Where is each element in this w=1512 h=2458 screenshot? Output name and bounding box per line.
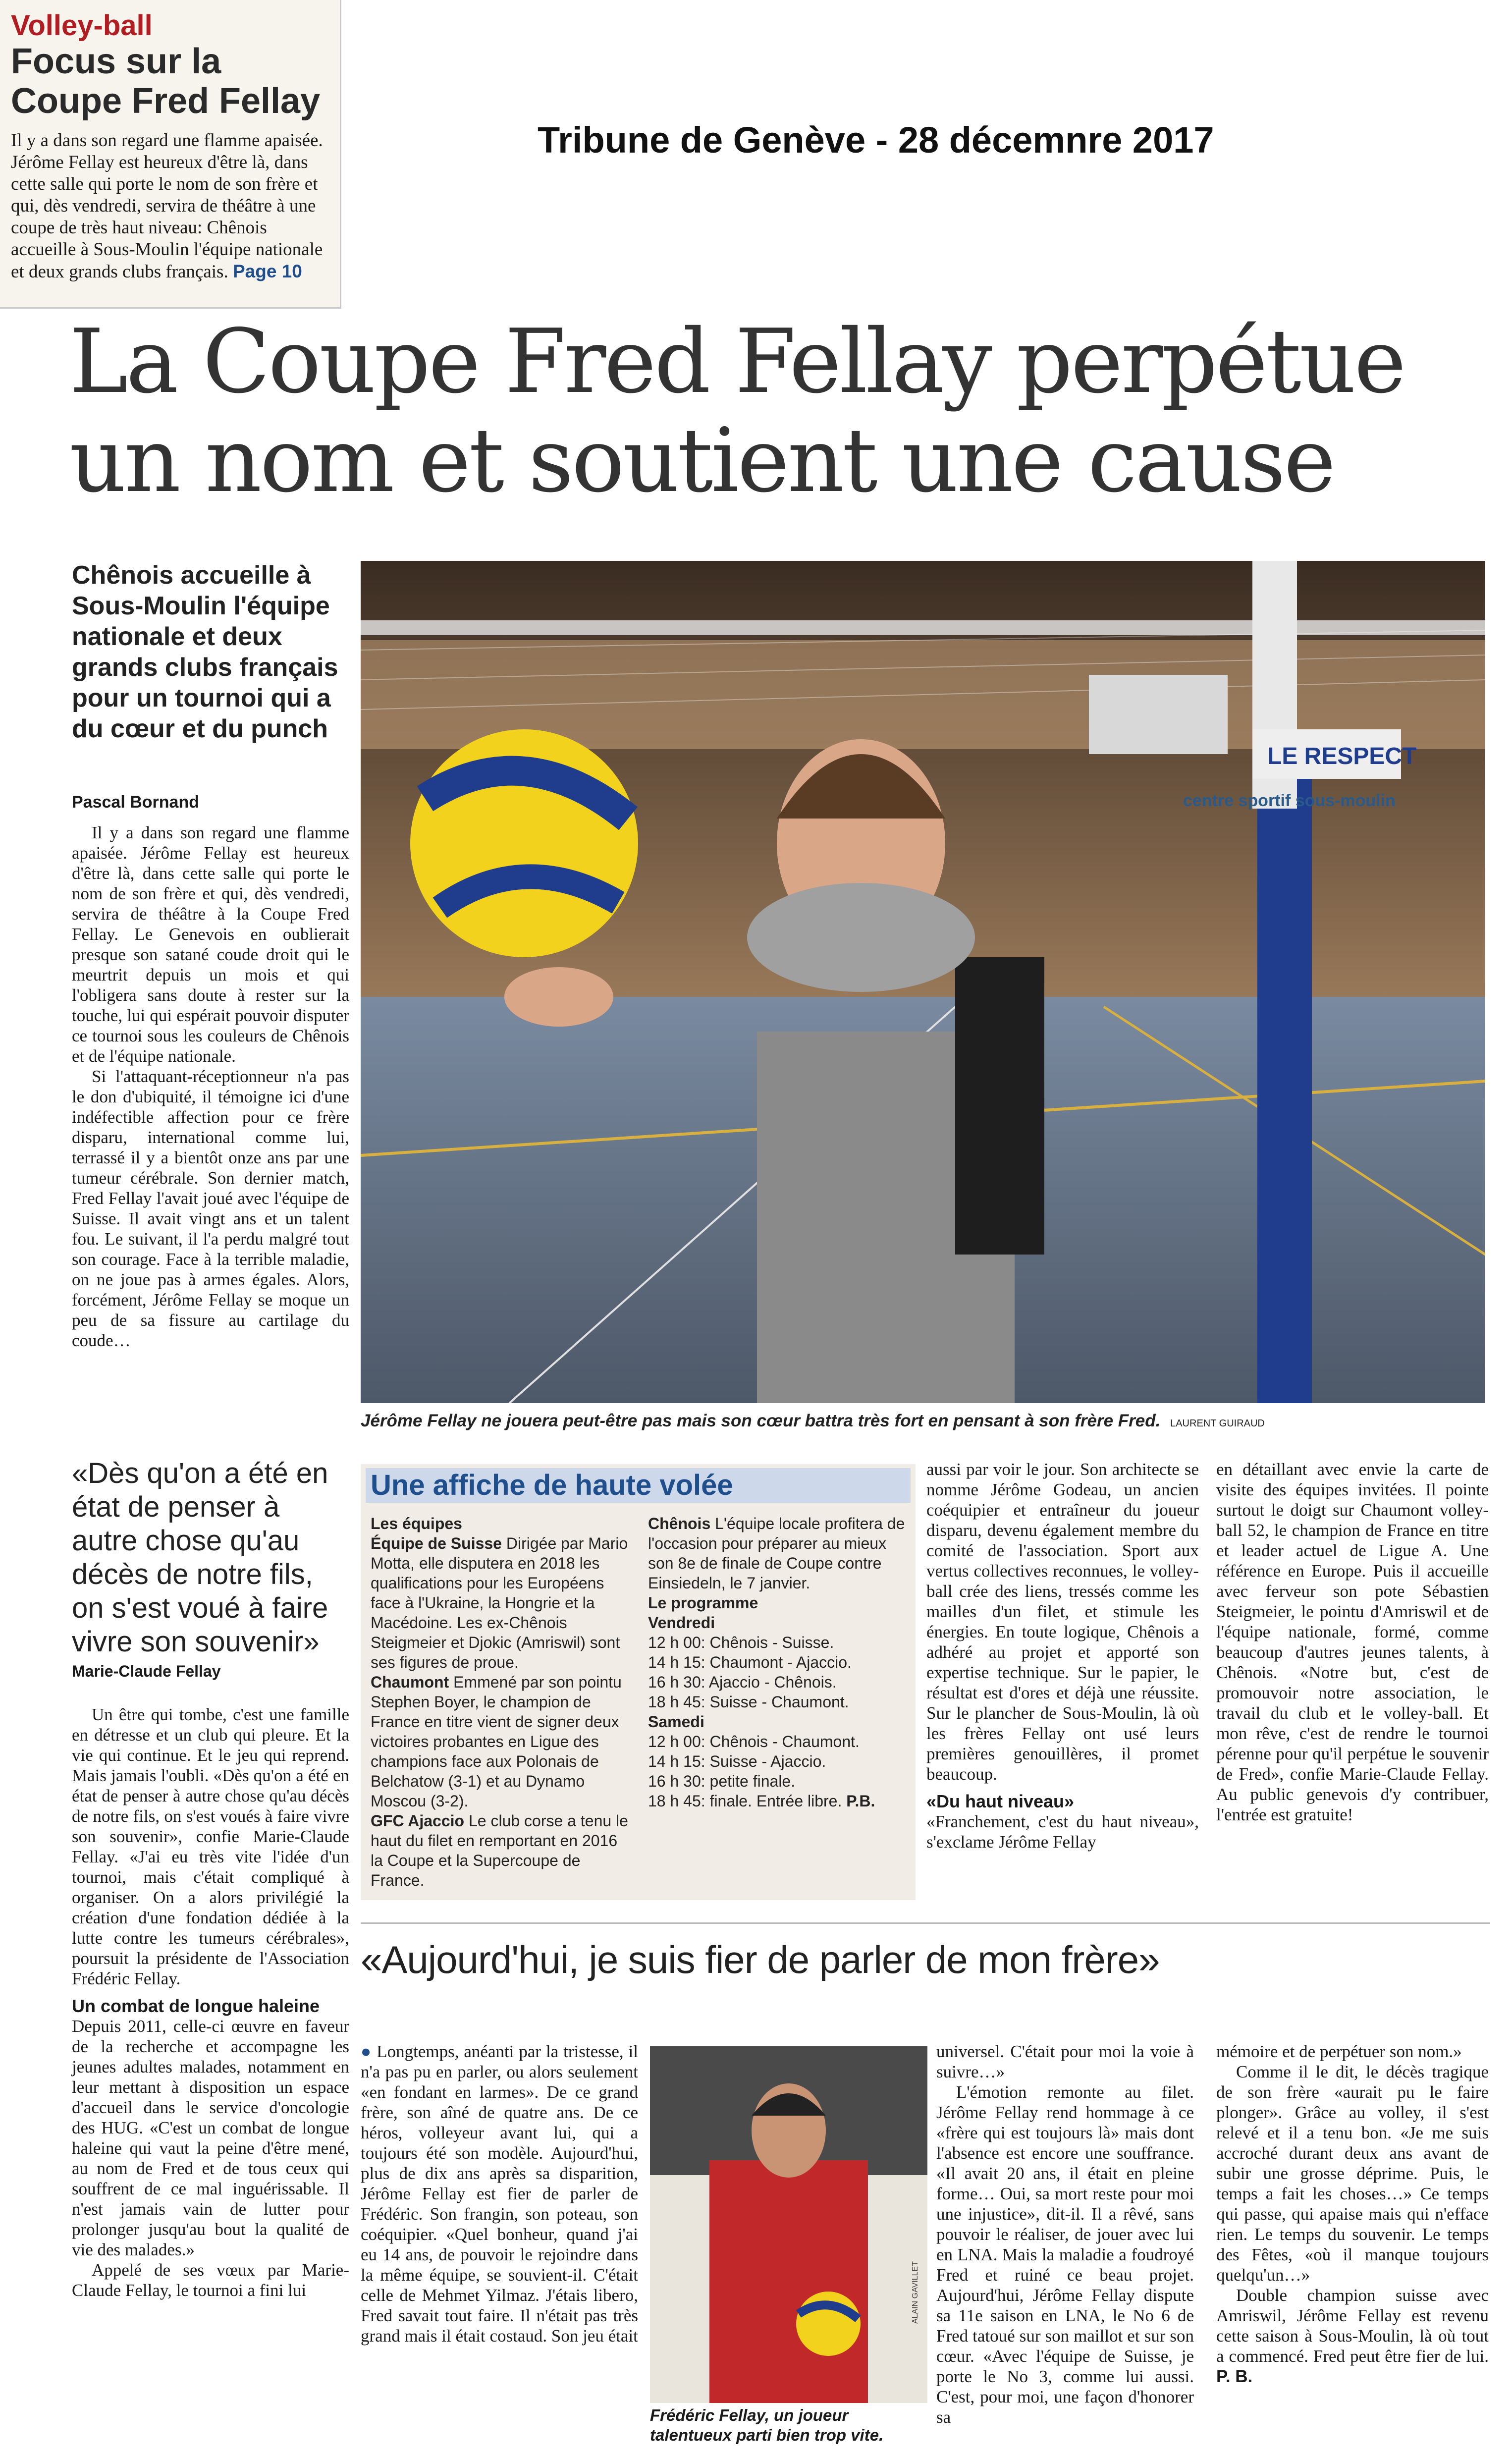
- standfirst: Chênois accueille à Sous-Moulin l'équipe nationale et deux grands clubs français pour un tournoi qui a du cœur et du punch: [72, 561, 338, 743]
- bullet-icon: ●: [361, 2042, 372, 2061]
- schedule-item: 14 h 15: Chaumont - Ajaccio.: [648, 1653, 852, 1671]
- teaser-page-link[interactable]: Page 10: [232, 261, 302, 281]
- sign-text: LE RESPECT: [1267, 743, 1417, 769]
- paragraph: en détaillant avec envie la carte de visite des équipes invitées. Il pointe surtout le doigt sur Chaumont volley-ball 52, le champion de France en titre et leader actuel de Ligue A. Une référence en Europe. Puis il accueille avec ferveur son pote Sébastien Steigmeier, le pointu d'Amriswil et de l'équipe nationale, formé, comme beaucoup d'autres jeunes talents, à Chênois. «Notre but, c'est de promouvoir notre association, le travail du club et le volley-ball. Et mon rêve, c'est de rendre le tournoi pérenne pour qu'il perpétue le souvenir de Fred», confie Marie-Claude Fellay. Au public genevois d'y contribuer, l'entrée est gratuite!: [1216, 1460, 1489, 1824]
- photo-credit: LAURENT GUIRAUD: [1170, 1418, 1265, 1429]
- column-4: [1216, 1459, 1489, 1825]
- sidebar-col-1: [371, 1514, 628, 1890]
- day-label: Vendredi: [648, 1614, 715, 1632]
- schedule-item: 18 h 45: finale. Entrée libre.: [648, 1792, 842, 1810]
- column-1-lower: [72, 1704, 349, 2300]
- teaser-rubric: Volley-ball: [11, 9, 153, 42]
- main-photo: [361, 561, 1485, 1403]
- day-label: Samedi: [648, 1713, 704, 1731]
- team-label: GFC Ajaccio: [371, 1812, 465, 1830]
- schedule-item: 12 h 00: Chênois - Suisse.: [648, 1634, 834, 1651]
- pull-quote: «Dès qu'on a été en état de penser à autre chose qu'au décès de notre fils, on s'est voué à faire vivre son souvenir»: [72, 1457, 328, 1658]
- caption-text: Jérôme Fellay ne jouera peut-être pas mais son cœur battra très fort en pensant à son frère Fred.: [361, 1411, 1161, 1430]
- team-text: L'équipe locale profitera de l'occasion pour préparer au mieux son 8e de finale de Coupe contre Einsiedeln, le 7 janvier.: [648, 1515, 905, 1592]
- paragraph: [1216, 2285, 1489, 2387]
- team-label: Chênois: [648, 1515, 711, 1532]
- source-line: Tribune de Genève - 28 décemnre 2017: [538, 119, 1214, 161]
- sign-text: centre sportif sous-moulin: [1183, 791, 1396, 810]
- paragraph: Appelé de ses vœux par Marie-Claude Fellay, le tournoi a fini lui: [72, 2260, 349, 2300]
- team-text: Le club corse a tenu le haut du filet en remportant en 2016 la Coupe et la Supercoupe de France.: [371, 1812, 628, 1889]
- subhead: Un combat de longue haleine: [72, 1996, 320, 2016]
- signature: P. B.: [1216, 2367, 1253, 2386]
- paragraph-text: Longtemps, anéanti par la tristesse, il n'a pas pu en parler, ou alors seulement «en fondant en larmes». De ce grand frère, son aîné de quatre ans. De ce héros, volleyeur avant lui, qui a toujours été son modèle. Aujourd'hui, plus de dix ans après sa disparition, Jérôme Fellay est fier de parler de Frédéric. Son frangin, son poteau, son coéquipier. «Quel bonheur, quand j'ai eu 14 ans, de pouvoir le rejoindre dans la même équipe, se souvient-il. C'était celle de Mehmet Yilmaz. J'étais libero, Fred savait tout faire. Il n'était pas très grand mais il était costaud. Son jeu était: [361, 2042, 639, 2346]
- paragraph: Depuis 2011, celle-ci œuvre en faveur de la recherche et accompagne les jeunes adultes malades, notamment en leur mettant à disposition un espace d'accueil dans le service d'oncologie des HUG. «C'est un combat de longue haleine qui vaut la peine d'être mené, au nom de Fred et de tous ceux qui souffrent de ce mal inguérissable. Il n'est jamais vain de lutter pour prolonger jusqu'au bout la qualité de vie des malades.»: [72, 2017, 349, 2259]
- gym-photo-illustration: [361, 561, 1485, 1403]
- photo-credit: ALAIN GAVILLET: [911, 2261, 919, 2324]
- paragraph: [361, 2041, 638, 2346]
- schedule-item: 12 h 00: Chênois - Chaumont.: [648, 1733, 860, 1750]
- interview-column-2: [936, 2041, 1194, 2427]
- paragraph: mémoire et de perpétuer son nom.»: [1216, 2042, 1462, 2061]
- paragraph: «Franchement, c'est du haut niveau», s'exclame Jérôme Fellay: [926, 1812, 1199, 1852]
- paragraph: universel. C'était pour moi la voie à suivre…»: [936, 2042, 1194, 2081]
- team-text: Dirigée par Mario Motta, elle disputera en 2018 les qualifications pour les Européens face à l'Ukraine, la Hongrie et la Macédoine. Les ex-Chênois Steigmeier et Djokic (Amriswil) sont ses figures de proue.: [371, 1534, 628, 1671]
- paragraph: Si l'attaquant-réceptionneur n'a pas le don d'ubiquité, il témoigne ici d'une indéfectible affection pour ce frère disparu, international comme lui, terrassé il y a bientôt onze ans par une tumeur cérébrale. Son dernier match, Fred Fellay l'avait joué avec l'équipe de Suisse. Il avait vingt ans et un talent fou. Le suivant, il l'a perdu malgré tout son courage. Face à la terrible maladie, on ne joue pas à armes égales. Alors, forcément, Jérôme Fellay se moque un peu de sa fissure au cartilage du coude…: [72, 1067, 349, 1350]
- teaser-body: Il y a dans son regard une flamme apaisée. Jérôme Fellay est heureux d'être là, dans cette salle qui porte le nom de son frère et qui, dès vendredi, servira de théâtre à une coupe de très haut niveau: Chênois accueille à Sous-Moulin l'équipe nationale et deux grands clubs français.: [11, 130, 323, 282]
- schedule-item: 16 h 30: petite finale.: [648, 1772, 796, 1790]
- sidebar-box: [361, 1464, 916, 1900]
- team-label: Chaumont: [371, 1673, 449, 1691]
- schedule-item: 18 h 45: Suisse - Chaumont.: [648, 1693, 849, 1711]
- column-3: [926, 1459, 1199, 1852]
- paragraph: aussi par voir le jour. Son architecte se nomme Jérôme Godeau, un ancien coéquipier et entraîneur du joueur disparu, devenu également membre du comité de l'association. Sport aux vertus collectives reconnues, le volley-ball crée des liens, tressés comme les mailles d'un filet, et stimule les énergies. En toute logique, Chênois a adhéré au projet et apporté son expertise technique. Sur le papier, le résultat est d'ores et déjà une réussite. Sur le plancher de Sous-Moulin, là où les frères Fellay ont usé leurs premières genouillères, il promet beaucoup.: [926, 1460, 1199, 1784]
- teaser-box: [0, 0, 341, 309]
- small-photo: [650, 2046, 927, 2403]
- sidebar-heading: Le programme: [648, 1594, 758, 1612]
- paragraph: Un être qui tombe, c'est une famille en détresse et un club qui pleure. Et la vie qui continue. Et le jeu qui reprend. Mais jamais l'oubli. «Dès qu'on a été en état de penser à autre chose qu'au décès de notre fils, on s'est voués à faire vivre son souvenir», confie Marie-Claude Fellay. «J'ai eu très vite l'idée d'un tournoi, mais c'était compliqué à organiser. On a alors privilégié la création d'une fondation dédiée à la lutte contre les tumeurs cérébrales», poursuit la présidente de l'Association Frédéric Fellay.: [72, 1705, 349, 1988]
- schedule-item: 14 h 15: Suisse - Ajaccio.: [648, 1752, 826, 1770]
- team-text: Emmené par son pointu Stephen Boyer, le champion de France en titre vient de signer deux victoires probantes en Ligue des champions face aux Polonais de Belchatow (3-1) et au Dynamo Moscou (3-2).: [371, 1673, 622, 1810]
- paragraph: Il y a dans son regard une flamme apaisée. Jérôme Fellay est heureux d'être là, dans cette salle qui porte le nom de son frère et qui, dès vendredi, servira de théâtre à la Coupe Fred Fellay. Le Genevois en oublierait presque son satané coude droit qui le meurtrit depuis un mois et qui l'obligera sans doute à rester sur la touche, lui qui espérait pouvoir disputer ce tournoi sous les couleurs de Chênois et de l'équipe nationale.: [72, 823, 349, 1066]
- subhead: «Du haut niveau»: [926, 1791, 1075, 1811]
- sidebar-col-2: [648, 1514, 906, 1811]
- signature: P.B.: [846, 1792, 875, 1810]
- small-photo-caption: Frédéric Fellay, un joueur talentueux parti bien trop vite.: [650, 2406, 884, 2444]
- schedule-item: 16 h 30: Ajaccio - Chênois.: [648, 1673, 837, 1691]
- byline: Pascal Bornand: [72, 793, 199, 812]
- column-1: [72, 822, 349, 1351]
- interview-column-3: [1216, 2041, 1489, 2387]
- sidebar-title: Une affiche de haute volée: [366, 1468, 911, 1503]
- headline: La Coupe Fred Fellay perpétue un nom et soutient une cause: [69, 310, 1404, 512]
- interview-column-1: [361, 2041, 638, 2346]
- divider: [361, 1922, 1490, 1924]
- sidebar-heading: Les équipes: [371, 1515, 462, 1532]
- paragraph: L'émotion remonte au filet. Jérôme Fellay rend hommage à ce «frère qui est toujours là» mais dont l'absence est encore une souffrance. «Il avait 20 ans, il était en pleine forme… Oui, sa mort reste pour moi une injustice», dit-il. Il a rêvé, sans pouvoir le réaliser, de jouer avec lui en LNA. Mais la maladie a foudroyé Fred et ruiné ce beau projet. Aujourd'hui, Jérôme Fellay dispute sa 11e saison en LNA, le No 6 de Fred tatoué sur son maillot et sur son cœur. «Avec l'équipe de Suisse, je porte le No 3, comme lui aussi. C'est, pour moi, une façon d'honorer sa: [936, 2082, 1194, 2427]
- paragraph: Comme il le dit, le décès tragique de son frère «aurait pu le faire plonger». Grâce au volley, il s'est relevé et il a tenu bon. «Je me suis accroché durant deux ans avant de subir une grosse déprime. Puis, le temps a fait les choses…» Ce temps qui passe, qui apaise mais qui n'efface rien. Le temps du souvenir. Le temps des Fêtes, «où il manque toujours quelqu'un…»: [1216, 2062, 1489, 2285]
- pull-quote-author: Marie-Claude Fellay: [72, 1662, 221, 1680]
- team-label: Équipe de Suisse: [371, 1534, 502, 1552]
- interview-title: «Aujourd'hui, je suis fier de parler de mon frère»: [361, 1938, 1160, 1981]
- teaser-text: [11, 130, 328, 283]
- paragraph-text: Double champion suisse avec Amriswil, Jérôme Fellay est revenu cette saison à Sous-Moulin, là où tout a commencé. Fred peut être fier de lui.: [1216, 2286, 1489, 2366]
- main-photo-caption: [361, 1411, 1485, 1431]
- teaser-title: Focus sur la Coupe Fred Fellay: [11, 42, 321, 121]
- player-photo-illustration: [650, 2046, 927, 2403]
